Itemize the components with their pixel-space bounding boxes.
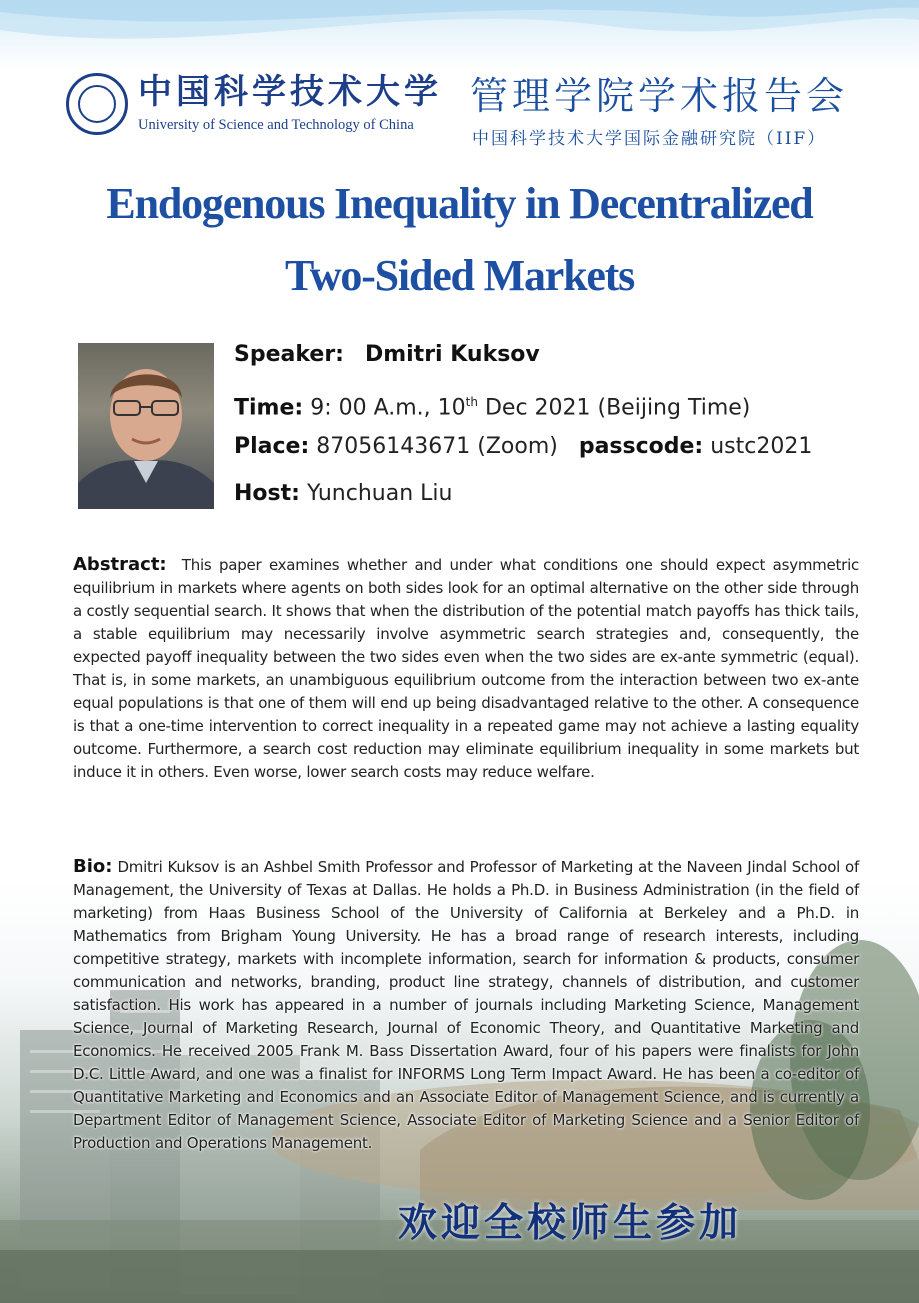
speaker-label: Speaker: — [234, 342, 344, 367]
bio-label: Bio: — [73, 856, 113, 877]
bio-section — [73, 855, 859, 1155]
abstract-label: Abstract: — [73, 554, 167, 575]
speaker-photo — [78, 343, 214, 509]
header-wave-decoration — [0, 0, 919, 70]
time-value-ordinal: th — [465, 395, 478, 409]
abstract-section — [73, 553, 859, 784]
bio-text: Dmitri Kuksov is an Ashbel Smith Professor and Professor of Marketing at the Naveen Jindal School of Management, the University of Texas at Dallas. He holds a Ph.D. in Business Administration (in the field of marketing) from Haas Business School of the University of California at Berkeley and a Ph.D. in Mathematics from Brigham Young University. He has a broad range of research interests, including competitive strategy, markets with incomplete information, search for information & products, consumer communication and networks, branding, product line strategy, channels of distribution, and customer satisfaction. His work has appeared in a number of journals including Marketing Science, Management Science, Journal of Marketing Research, Journal of Economic Theory, and Quantitative Marketing and Economics. He received 2005 Frank M. Bass Dissertation Award, four of his papers were finalists for John D.C. Little Award, and one was a finalist for INFORMS Long Term Impact Award. He has been a co-editor of Quantitative Marketing and Economics and an Associate Editor of Management Science, and is currently a Department Editor of Management Science, Associate Editor of Marketing Science and a Senior Editor of Production and Operations Management. — [73, 858, 859, 1152]
host-label: Host: — [234, 481, 300, 506]
university-name-en: University of Science and Technology of China — [138, 117, 414, 133]
host-name: Yunchuan Liu — [306, 481, 453, 506]
place-label: Place: — [234, 434, 310, 459]
place-line — [234, 432, 812, 462]
time-line — [234, 387, 750, 423]
university-name-cn: 中国科学技术大学 — [138, 72, 442, 112]
zoom-meeting-id: 87056143671 (Zoom) — [316, 434, 558, 459]
talk-title-line-2: Two-Sided Markets — [284, 251, 635, 300]
passcode-value: ustc2021 — [710, 434, 813, 459]
seminar-series-title: 管理学院学术报告会 — [470, 74, 849, 118]
talk-title-line-1: Endogenous Inequality in Decentralized — [106, 179, 813, 228]
seminar-series-subtitle: 中国科学技术大学国际金融研究院（IIF） — [472, 129, 827, 149]
time-label: Time: — [234, 395, 304, 421]
speaker-line — [234, 340, 540, 370]
passcode-label: passcode: — [578, 434, 704, 459]
speaker-name: Dmitri Kuksov — [364, 342, 540, 367]
welcome-slogan: 欢迎全校师生参加 — [398, 1200, 743, 1246]
talk-title — [40, 168, 879, 312]
university-seal-logo — [66, 73, 128, 135]
abstract-text: This paper examines whether and under what conditions one should expect asymmetric equilibrium in markets where agents on both sides look for an optimal alternative on the other side through a costly sequential search. It shows that when the distribution of the potential match payoffs has thick tails, a stable equilibrium may necessarily involve asymmetric search strategies and, consequently, the expected payoff inequality between the two sides even when the two sides are ex-ante symmetric (equal). That is, in some markets, an unambiguous equilibrium outcome from the interaction between two ex-ante equal populations is that one of them will end up being disadvantaged relative to the other. A consequence is that a one-time intervention to correct inequality in a repeated game may not achieve a lasting equality outcome. Furthermore, a search cost reduction may eliminate equilibrium inequality in some markets but induce it in others. Even worse, lower search costs may reduce welfare. — [73, 556, 859, 781]
host-line — [234, 479, 452, 509]
time-value-rest: Dec 2021 (Beijing Time) — [477, 395, 751, 421]
time-value-date: 9: 00 A.m., 10 — [310, 395, 466, 421]
